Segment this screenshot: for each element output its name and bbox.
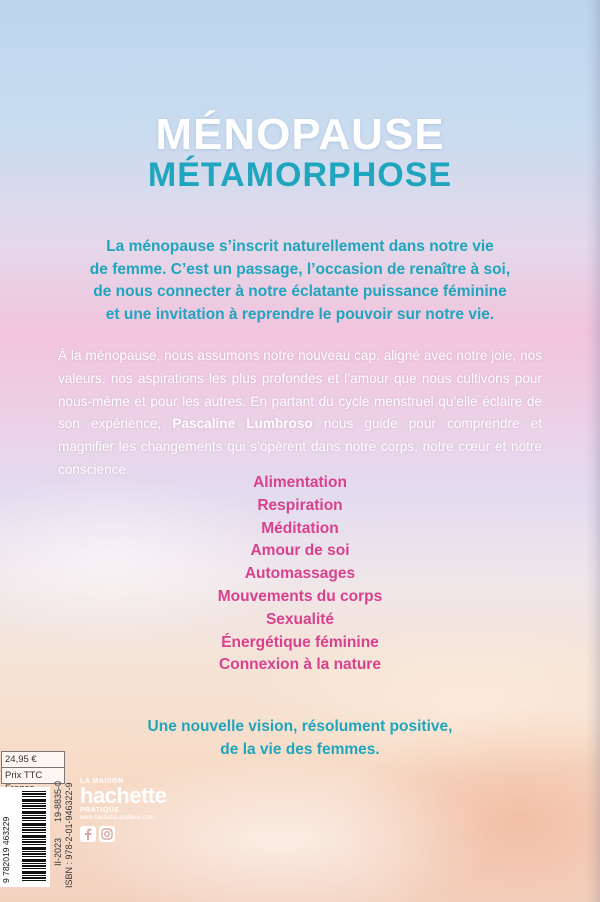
tagline-line-1: Une nouvelle vision, résolument positive,	[147, 718, 453, 735]
topic-item: Alimentation	[253, 474, 347, 491]
tagline	[100, 716, 500, 761]
publisher-small-text: LA MAISON	[80, 778, 124, 785]
author-name: Pascaline Lumbroso	[172, 416, 313, 432]
barcode-digits: 9 782019 463229	[1, 816, 11, 883]
description-text-start: À la ménopause, nous assumons notre nouveau cap, aligné avec notre joie, nos valeurs, nos aspirations les plus profondes et l’amour que nous cultivons pour nous-même et pour les autres. En partant du cycle menstruel qu’elle éclaire de son expérience,	[58, 348, 542, 432]
edition-code: II-2023	[53, 837, 63, 866]
topics-list	[0, 472, 600, 677]
price-note: Prix TTC	[1, 768, 65, 784]
tagline-line-2: de la vie des femmes.	[220, 740, 380, 758]
topic-item: Amour de soi	[250, 542, 350, 560]
product-code: 19-8835-0	[53, 780, 63, 822]
description-text-end: nous guide pour comprendre et magnifier les changements qui s’opèrent dans notre corps, notre cœur et notre conscience.	[58, 416, 542, 477]
intro-line: La ménopause s’inscrit naturellement dans notre vie	[106, 238, 494, 255]
facebook-icon	[80, 826, 96, 842]
title-line-2: MÉTAMORPHOSE	[147, 156, 453, 194]
intro-paragraph	[60, 236, 540, 326]
social-icons	[80, 826, 170, 842]
publisher-line: PRATIQUE	[80, 807, 120, 814]
barcode-bars	[22, 791, 46, 883]
publisher-url: www.hachette-pratique.com	[80, 815, 155, 821]
intro-line: et une invitation à reprendre le pouvoir sur notre vie.	[105, 305, 495, 323]
publisher-name: hachette	[80, 783, 167, 808]
topic-item: Respiration	[257, 496, 343, 514]
topic-item: Connexion à la nature	[219, 656, 381, 674]
description-paragraph	[58, 345, 542, 482]
title-line-1: MÉNOPAUSE	[155, 110, 445, 159]
isbn: ISBN : 978-2-01-946322-9	[64, 782, 74, 888]
publisher-logo	[80, 778, 170, 842]
topic-item: Mouvements du corps	[217, 587, 383, 605]
intro-line: de femme. C’est un passage, l’occasion de renaître à soi,	[89, 260, 511, 278]
instagram-icon	[99, 826, 115, 842]
intro-line: de nous connecter à notre éclatante puissance féminine	[93, 283, 507, 300]
price-box	[1, 751, 65, 784]
barcode	[0, 787, 50, 887]
topic-item: Méditation	[261, 519, 339, 537]
topic-item: Automassages	[244, 565, 356, 583]
price: 24,95 €	[1, 751, 65, 768]
topic-item: Sexualité	[265, 610, 335, 628]
topic-item: Énergétique féminine	[221, 633, 379, 651]
